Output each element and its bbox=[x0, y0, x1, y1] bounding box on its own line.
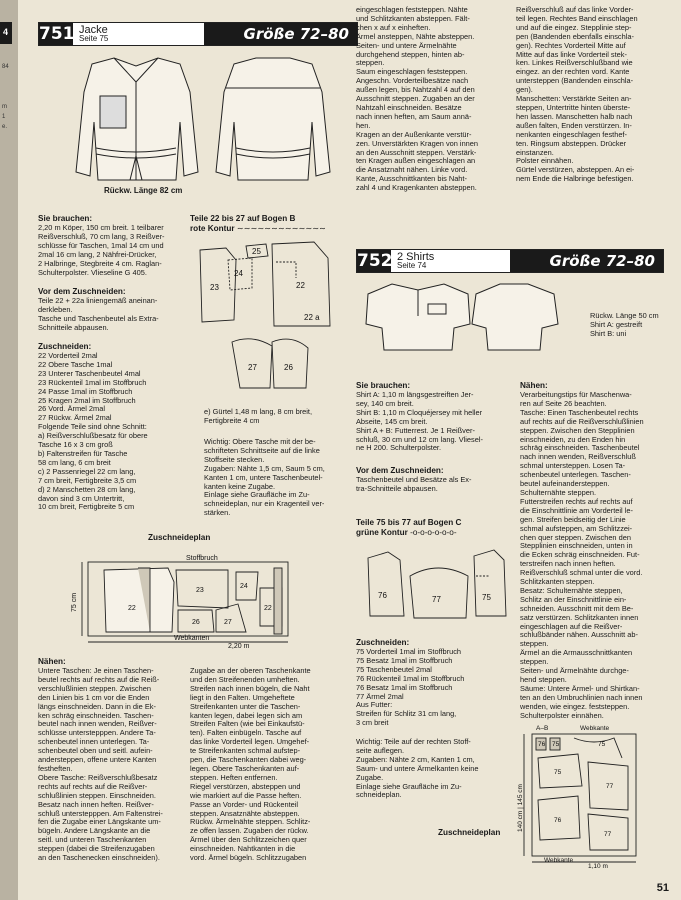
text-line: beutel nach innen wenden, Reißver- bbox=[38, 719, 157, 729]
text-line: Stepplinien einschneiden, unten in bbox=[520, 541, 633, 551]
text-line: Folgende Teile sind ohne Schnitt: bbox=[38, 422, 147, 432]
cutting-width-label: 140 cm | 145 cm bbox=[517, 784, 524, 832]
text-line: satz verstürzen. Schlitzkanten innen bbox=[520, 612, 639, 622]
svg-text:76: 76 bbox=[538, 741, 546, 748]
pattern-sheet-ref bbox=[356, 518, 518, 538]
text-line: te Streifenkanten schmal aufstep- bbox=[190, 746, 301, 756]
materials-section bbox=[38, 214, 190, 277]
cutting-list bbox=[356, 648, 518, 728]
sewing-text bbox=[520, 391, 668, 721]
text-line: chen x auf x einheften. bbox=[356, 22, 431, 32]
before-cutting-text bbox=[38, 297, 190, 333]
text-line: Obere Tasche: Reißverschlußbesatz bbox=[38, 772, 158, 782]
text-line: Reißverschluß, 70 cm lang, 3 Reißver- bbox=[38, 231, 165, 241]
text-line: 2 Halbringe, Stegbreite 4 cm. Raglan- bbox=[38, 258, 162, 268]
text-line: 76 Rückenteil 1mal im Stoffbruch bbox=[356, 673, 465, 683]
text-line: untersteppen (Bandenden einschla- bbox=[516, 76, 634, 86]
text-line: Besatz: Schulternähte steppen, bbox=[520, 585, 623, 595]
facing-text: 1 bbox=[2, 114, 6, 120]
svg-text:26: 26 bbox=[192, 619, 200, 626]
text-line: schmal aufsteppen, am Schlitzzei- bbox=[520, 523, 633, 533]
text-line: Saum- und untere Ärmelkanten keine bbox=[356, 763, 479, 773]
text-line: Shirt B: 1,10 m Cloquéjersey mit heller bbox=[356, 407, 483, 417]
text-line: Fertigbreite 4 cm bbox=[204, 415, 260, 425]
text-line: beutel rechts auf rechts auf die Reiß- bbox=[38, 674, 160, 684]
svg-text:25: 25 bbox=[252, 247, 261, 256]
text-line: pen, die Taschenkanten dabei weg- bbox=[190, 755, 307, 765]
svg-text:26: 26 bbox=[284, 363, 293, 372]
cutting-width-label: 75 cm bbox=[71, 592, 78, 612]
cutting-layout-diagram bbox=[518, 722, 668, 868]
cutting-layout-diagram bbox=[71, 548, 348, 650]
text-line: schenbeutel oben und seitl. aufein- bbox=[38, 746, 153, 756]
pattern-pieces-diagram bbox=[192, 238, 356, 398]
text-line: Säume: Untere Ärmel- und Shirtkan- bbox=[520, 683, 640, 693]
text-line: Verarbeitungstips für Maschenwa- bbox=[520, 390, 632, 399]
text-line: eingez. an der rechten vord. Kante bbox=[516, 67, 630, 77]
cutting-list-heading: Zuschneiden: bbox=[356, 638, 410, 647]
pattern-number: 752 bbox=[357, 251, 393, 271]
text-line: schluß, 30 cm und 12 cm lang. Vliesel- bbox=[356, 434, 483, 444]
text-line: Rückw. Länge 50 cm bbox=[590, 311, 659, 320]
text-line: längs einschneiden. Dann in die Ek- bbox=[38, 701, 156, 711]
text-line: steppen. Heften entfernen. bbox=[190, 772, 278, 782]
before-cutting-text bbox=[356, 476, 518, 494]
layout-variant-label: A–B bbox=[536, 725, 549, 732]
belt-item bbox=[204, 408, 364, 426]
text-line: Shirt A: 1,10 m längsgestreiften Jer- bbox=[356, 390, 474, 399]
text-line: 75 Besatz 1mal im Stoffbruch bbox=[356, 655, 453, 665]
text-line: Streifen für Schlitz 31 cm lang, bbox=[356, 709, 457, 719]
cutting-length-label: 2,20 m bbox=[228, 643, 250, 650]
text-line: Rückw. Ärmelnähte steppen. Schlitz- bbox=[190, 817, 311, 827]
text-line: den Linien bis 1 cm vor die Enden bbox=[38, 692, 150, 702]
cutting-selvage-label: Webkante bbox=[544, 857, 574, 864]
text-line: 22 Vorderteil 2mal bbox=[38, 351, 98, 360]
text-line: beutel aufeinandersteppen. bbox=[520, 479, 610, 489]
text-line: vord. Ärmel bügeln. Schlitzzugaben bbox=[190, 853, 307, 863]
text-line: 76 Besatz 1mal im Stoffbruch bbox=[356, 682, 453, 692]
text-line: Schlitz an der Einschnittlinie ein- bbox=[520, 594, 627, 604]
text-line: 10 cm breit, Fertigbreite 5 cm bbox=[38, 502, 135, 512]
text-line: Kante, Ausschnittkanten bis Naht- bbox=[356, 174, 467, 184]
sewing-text-column-4 bbox=[516, 6, 666, 184]
text-line: steppen, Untertritte hinten überste- bbox=[516, 102, 631, 112]
text-line: schmal untersteppen. Losen Ta- bbox=[520, 461, 626, 471]
text-line: und auf die eingez. Stepplinie step- bbox=[516, 22, 632, 32]
text-line: schneideplan, nur ein Kragenteil ver- bbox=[204, 499, 325, 509]
text-line: schlußbänder nähen. Ausschnitt ab- bbox=[520, 630, 638, 640]
text-line: Tasche und Taschenbeutel als Extra- bbox=[38, 313, 159, 323]
facing-page-tab-number: 4 bbox=[3, 27, 9, 37]
cutting-selvage-label: Webkante bbox=[580, 725, 610, 732]
notes-section bbox=[356, 738, 518, 800]
text-line: rechts auf rechts auf die Reißver- bbox=[38, 781, 148, 791]
svg-text:76: 76 bbox=[554, 817, 562, 824]
text-line: gen). Rechtes Vorderteil Mitte auf bbox=[516, 40, 626, 50]
text-line: Ärmel über den Schlitzzeichen quer bbox=[190, 835, 307, 845]
svg-text:24: 24 bbox=[240, 583, 248, 590]
text-line: schlußlinien steppen. Einschneiden. bbox=[38, 790, 156, 800]
text-line: ten. Ringsum absteppen. Drücker bbox=[516, 138, 627, 148]
text-line: Schulterpolster. Vlieseline G 405. bbox=[38, 267, 147, 277]
notes-section bbox=[204, 438, 364, 518]
text-line: Reißverschluß schmal unter die vord. bbox=[520, 568, 643, 578]
text-line: einstanzen. bbox=[516, 147, 554, 157]
text-line: Einlage siehe Graufläche im Zu- bbox=[356, 781, 462, 791]
text-line: steppen (dabei die Streifenzugaben bbox=[38, 844, 155, 854]
text-line: 23 Rückenteil 1mal im Stoffbruch bbox=[38, 377, 147, 387]
facing-page-tab bbox=[0, 22, 12, 44]
text-line: ten). Falten einbügeln. Tasche auf bbox=[190, 728, 302, 738]
text-line: schenbeutel unterlegen. Taschen- bbox=[520, 470, 631, 480]
sewing-section bbox=[520, 381, 668, 721]
text-line: Mitte auf das linke Vorderteil stek- bbox=[516, 49, 627, 59]
sewing-heading: Nähen: bbox=[38, 657, 66, 666]
pattern-sheet-title: Teile 22 bis 27 auf Bogen B bbox=[190, 214, 296, 223]
text-line: 27 Rückw. Ärmel 2mal bbox=[38, 413, 112, 423]
text-line: Gürtel verstürzen, absteppen. An ei- bbox=[516, 165, 635, 175]
text-line: hend steppen. bbox=[520, 675, 567, 684]
cutting-list-section bbox=[38, 342, 198, 512]
pattern-sheet-ref bbox=[190, 214, 356, 234]
text-line: Shirt A: gestreift bbox=[590, 319, 643, 329]
text-line: ten an den Umbruchlinien nach innen bbox=[520, 692, 643, 702]
text-line: Schlitzkanten steppen. bbox=[520, 577, 595, 587]
svg-text:27: 27 bbox=[248, 363, 257, 372]
magazine-page bbox=[18, 0, 681, 900]
pattern-page-ref: Seite 74 bbox=[397, 261, 427, 270]
svg-text:77: 77 bbox=[432, 595, 441, 604]
svg-text:22: 22 bbox=[296, 281, 305, 290]
text-line: Zugabe. bbox=[356, 772, 384, 782]
page-number: 51 bbox=[656, 882, 669, 894]
text-line: und Schlitzkanten absteppen. Fält- bbox=[356, 13, 470, 23]
text-line: schluß unterstepppen. Am Faltenstrei- bbox=[38, 808, 163, 818]
text-line: ken schräg einschneiden. Taschen- bbox=[38, 710, 154, 720]
text-line: zen. Unverstärkten Kragen von innen bbox=[356, 138, 479, 148]
pattern-name: Jacke bbox=[79, 24, 108, 36]
size-range: Größe 72–80 bbox=[510, 250, 663, 272]
text-line: Schnitteile abpausen. bbox=[38, 322, 109, 332]
text-line: pen (Bandenden ebenfalls einschla- bbox=[516, 31, 634, 41]
pattern-751-header bbox=[38, 22, 358, 46]
text-line: derkleben. bbox=[38, 304, 73, 314]
text-line: Stoffseite stecken. bbox=[204, 454, 265, 464]
text-line: Futterstreifen rechts auf rechts auf bbox=[520, 496, 633, 506]
text-line: hen lassen. Manschetten halb nach bbox=[516, 111, 633, 121]
text-line: außen legen, bis Nahtzahl 4 auf den bbox=[356, 85, 475, 95]
contour-label: grüne Kontur bbox=[356, 528, 408, 537]
text-line: schneideplan. bbox=[356, 790, 402, 800]
text-line: Seiten- und untere Ärmelnähte bbox=[356, 40, 457, 50]
text-line: b) Faltenstreifen für Tasche bbox=[38, 448, 128, 458]
text-line: 7 cm breit, Fertigbreite 3,5 cm bbox=[38, 475, 137, 485]
text-line: die Ansatznaht nähen. Linke vord. bbox=[356, 165, 468, 175]
sewing-text-column-3 bbox=[356, 6, 508, 193]
text-line: nach innen heften, am Saum annä- bbox=[356, 111, 472, 121]
sewing-heading: Nähen: bbox=[520, 381, 548, 390]
text-line: Saum eingeschlagen feststeppen. bbox=[356, 67, 468, 77]
text-line: andersteppen, offene untere Kanten bbox=[38, 755, 157, 765]
text-line: steppen. bbox=[356, 58, 385, 68]
svg-text:75: 75 bbox=[482, 593, 491, 602]
text-line: 26 Vord. Ärmel 2mal bbox=[38, 404, 105, 414]
text-line: eingeschlagen auf die Reißver- bbox=[520, 621, 623, 631]
text-line: Shirt A + B: Futterrest. Je 1 Reißver- bbox=[356, 425, 475, 435]
text-line: 75 Taschenbeutel 2mal bbox=[356, 664, 432, 674]
text-line: davon sind 3 cm Untertritt, bbox=[38, 493, 125, 503]
text-line: gen. Streifen beidseitig der Linie bbox=[520, 514, 626, 524]
text-line: nenkanten eingeschlagen festhef- bbox=[516, 129, 627, 139]
text-line: Abseite, 145 cm breit. bbox=[356, 416, 428, 426]
before-cutting-heading: Vor dem Zuschneiden: bbox=[38, 287, 126, 296]
svg-text:77: 77 bbox=[606, 783, 614, 790]
size-range: Größe 72–80 bbox=[204, 23, 357, 45]
text-line: eingeschlagen feststeppen. Nähte bbox=[356, 5, 468, 14]
text-line: liegt in den Falten. Umgeheftete bbox=[190, 692, 295, 702]
text-line: Streifen Falten (wie bei Einkaufstü- bbox=[190, 719, 305, 729]
text-line: hen. bbox=[356, 120, 371, 130]
text-line: an den Taschenecken einschneiden). bbox=[38, 853, 160, 863]
materials-heading: Sie brauchen: bbox=[356, 381, 411, 390]
text-line: Untere Taschen: Je einen Taschen- bbox=[38, 666, 154, 675]
text-line: festheften. bbox=[38, 763, 73, 773]
text-line: die Einschnittlinie am Vorderteil le- bbox=[520, 505, 633, 515]
text-line: das linke Vorderteil legen. Umgehef- bbox=[190, 737, 310, 747]
materials-list bbox=[356, 391, 518, 453]
svg-text:23: 23 bbox=[196, 587, 204, 594]
text-line: die Ecken schräg einschneiden. Fut- bbox=[520, 550, 640, 560]
facing-page-edge bbox=[0, 0, 18, 900]
cutting-length-label: 1,10 m bbox=[588, 863, 608, 870]
shirts-illustration bbox=[358, 280, 578, 360]
before-cutting-section bbox=[356, 466, 518, 494]
pattern-sheet-title: Teile 75 bis 77 auf Bogen C bbox=[356, 518, 462, 527]
text-line: chen quer steppen. Zwischen den bbox=[520, 532, 631, 542]
pattern-752-caption bbox=[590, 312, 670, 339]
cutting-selvage-label: Webkanten bbox=[174, 635, 210, 642]
cutting-list bbox=[38, 352, 198, 512]
text-line: nem Ende die Halbringe befestigen. bbox=[516, 174, 634, 184]
before-cutting-section bbox=[38, 287, 190, 333]
svg-text:75: 75 bbox=[554, 769, 562, 776]
text-line: Wichtig: Teile auf der rechten Stoff- bbox=[356, 737, 471, 746]
text-line: Polster einnähen. bbox=[516, 156, 574, 166]
pattern-name: 2 Shirts bbox=[397, 251, 435, 263]
text-line: a) Reißverschlußbesatz für obere bbox=[38, 431, 148, 441]
text-line: 2,20 m Köper, 150 cm breit. 1 teilbarer bbox=[38, 223, 164, 232]
text-line: Tasche 16 x 3 cm groß bbox=[38, 440, 113, 450]
contour-label: rote Kontur bbox=[190, 224, 235, 233]
before-cutting-heading: Vor dem Zuschneiden: bbox=[356, 466, 444, 475]
cutting-list-section bbox=[356, 638, 518, 728]
text-line: teil legen. Rechtes Band einschlagen bbox=[516, 13, 638, 23]
text-line: ren auf Seite 26 beachten. bbox=[520, 398, 607, 408]
pattern-pieces-diagram bbox=[358, 546, 518, 624]
text-line: Zugaben: Nähte 2 cm, Kanten 1 cm, bbox=[356, 754, 475, 764]
text-line: Schulterpolster einnähen. bbox=[520, 710, 604, 720]
text-line: Teile 22 + 22a liniengemäß aneinan- bbox=[38, 296, 158, 305]
svg-text:77: 77 bbox=[604, 831, 612, 838]
text-line: kanten keine Zugabe. bbox=[204, 481, 276, 491]
text-line: Ärmel an die Armausschnittkanten bbox=[520, 648, 633, 658]
text-line: tra-Schnitteile abpausen. bbox=[356, 483, 438, 493]
text-line: Shirt B: uni bbox=[590, 328, 627, 338]
materials-section bbox=[356, 381, 518, 453]
text-line: 22 Obere Tasche 1mal bbox=[38, 359, 113, 369]
text-line: d) 2 Manschetten 28 cm lang, bbox=[38, 484, 136, 494]
text-line: 58 cm lang, 6 cm breit bbox=[38, 457, 111, 467]
text-line: 24 Passe 1mal im Stoffbruch bbox=[38, 386, 133, 396]
sewing-section bbox=[38, 657, 188, 863]
text-line: terstreifen nach innen heften. bbox=[520, 559, 616, 569]
text-line: 3 cm breit bbox=[356, 718, 389, 728]
cutting-list-heading: Zuschneiden: bbox=[38, 342, 92, 351]
text-line: und den Streifenenden umheften. bbox=[190, 674, 300, 684]
text-line: c) 2 Passenriegel 22 cm lang, bbox=[38, 466, 136, 476]
text-line: schlüsse für Taschen, 1mal 14 cm und bbox=[38, 240, 164, 250]
text-line: fen die Zugabe einer Längskante um- bbox=[38, 817, 161, 827]
svg-text:22: 22 bbox=[264, 605, 272, 612]
text-line: kanten legen, dabei legen sich am bbox=[190, 710, 303, 720]
text-line: schneiden. Ausschnitt mit dem Be- bbox=[520, 603, 634, 613]
svg-text:75: 75 bbox=[598, 741, 606, 748]
text-line: schenbeutel innen unterlegen. Ta- bbox=[38, 737, 150, 747]
text-line: ze offen lassen. Zugaben der rückw. bbox=[190, 826, 309, 836]
svg-text:22: 22 bbox=[128, 605, 136, 612]
text-line: wenden, wie eingez. feststeppen. bbox=[520, 701, 630, 711]
text-line: nach innen wenden, Reißverschluß bbox=[520, 452, 636, 462]
text-line: steppen. Ansatznähte absteppen. bbox=[190, 808, 300, 818]
text-line: steppen. bbox=[520, 639, 549, 649]
text-line: Kanten 1 cm, untere Taschenbeutel- bbox=[204, 472, 323, 482]
svg-text:76: 76 bbox=[378, 591, 387, 600]
text-line: verschlußlinien steppen. Zwischen bbox=[38, 683, 151, 693]
svg-text:75: 75 bbox=[552, 741, 560, 748]
pattern-number: 751 bbox=[39, 24, 75, 44]
text-line: legen. Obere Taschenkanten auf- bbox=[190, 763, 300, 773]
text-line: Ausschnitt steppen. Zugaben an der bbox=[356, 94, 475, 104]
text-line: zahl 4 und Kragenkanten absteppen. bbox=[356, 183, 477, 193]
text-line: durchgehend steppen, hinten ab- bbox=[356, 49, 465, 59]
text-line: schräg einschneiden. Taschenbeutel bbox=[520, 443, 640, 453]
text-line: Seiten- und Ärmelnähte durchge- bbox=[520, 666, 629, 676]
text-line: ten Kragen außen eingeschlagen an bbox=[356, 156, 476, 166]
pattern-751-caption: Rückw. Länge 82 cm bbox=[104, 186, 183, 195]
text-line: ken. Linkes Reißverschlußband wie bbox=[516, 58, 633, 68]
text-line: 77 Ärmel 2mal bbox=[356, 691, 404, 701]
pattern-sheet-contour: grüne Kontur -o-o-o-o-o-o- bbox=[356, 528, 457, 537]
cutting-fold-label: Stoffbruch bbox=[186, 555, 218, 562]
svg-text:22 a: 22 a bbox=[304, 313, 320, 322]
text-line: einschneiden. Nahtkanten in die bbox=[190, 844, 296, 854]
text-line: Reißverschluß auf das linke Vorder- bbox=[516, 5, 634, 14]
text-line: 2mal 16 cm lang, 2 Nähfrei-Drücker, bbox=[38, 249, 157, 259]
text-line: seitl. und unteren Taschenkanten bbox=[38, 835, 147, 845]
text-line: Schulternähte steppen. bbox=[520, 487, 597, 497]
text-line: bügeln. Andere Längskante an die bbox=[38, 826, 151, 836]
text-line: seite auflegen. bbox=[356, 745, 405, 755]
text-line: sey, 140 cm breit. bbox=[356, 398, 414, 408]
svg-text:24: 24 bbox=[234, 269, 243, 278]
cutting-layout-title: Zuschneideplan bbox=[148, 533, 211, 542]
materials-heading: Sie brauchen: bbox=[38, 214, 93, 223]
text-line: schlüsse unterstepppen. Andere Ta- bbox=[38, 728, 156, 738]
cutting-layout-title: Zuschneideplan bbox=[438, 828, 501, 837]
text-line: Streifen nach innen bügeln, die Naht bbox=[190, 683, 310, 693]
text-line: Kragen an der Außenkante verstür- bbox=[356, 129, 472, 139]
jacket-illustration bbox=[40, 52, 356, 192]
text-line: Manschetten: Verstärkte Seiten an- bbox=[516, 94, 632, 104]
text-line: 23 Unterer Taschenbeutel 4mal bbox=[38, 368, 141, 378]
pattern-page-ref: Seite 75 bbox=[79, 34, 109, 43]
text-line: Zugabe an der oberen Taschenkante bbox=[190, 666, 311, 675]
text-line: Angeschn. Vorderteilbesätze nach bbox=[356, 76, 469, 86]
text-line: stärken. bbox=[204, 508, 231, 518]
text-line: Streifenkanten unter die Taschen- bbox=[190, 701, 301, 711]
facing-text: m bbox=[2, 104, 7, 110]
text-line: außen falten, Enden verstürzen. In- bbox=[516, 120, 632, 130]
facing-text: 84 bbox=[2, 64, 9, 70]
text-line: Tasche: Einen Taschenbeutel rechts bbox=[520, 407, 639, 417]
text-line: e) Gürtel 1,48 m lang, 8 cm breit, bbox=[204, 407, 313, 416]
text-line: steppen. Zwischen den Stepplinien bbox=[520, 425, 635, 435]
text-line: steppen. bbox=[520, 657, 549, 667]
text-line: einschneiden, zu den Enden hin bbox=[520, 434, 626, 444]
svg-text:27: 27 bbox=[224, 619, 232, 626]
text-line: schrifteten Schnittseite auf die linke bbox=[204, 445, 320, 455]
text-line: auf rechts auf die Reißverschlußlinien bbox=[520, 416, 644, 426]
text-line: 75 Vorderteil 1mal im Stoffbruch bbox=[356, 647, 462, 656]
text-line: Ärmel ansteppen, Nähte absteppen. bbox=[356, 31, 475, 41]
text-line: Nahtzahl einschneiden. Besätze bbox=[356, 102, 462, 112]
text-line: 25 Kragen 2mal im Stoffbruch bbox=[38, 395, 136, 405]
sewing-text-continued bbox=[190, 667, 352, 863]
svg-text:23: 23 bbox=[210, 283, 219, 292]
facing-text: e. bbox=[2, 124, 8, 130]
text-line: Taschenbeutel und Besätze als Ex- bbox=[356, 475, 472, 484]
sewing-text bbox=[38, 667, 188, 863]
text-line: Zugaben: Nähte 1,5 cm, Saum 5 cm, bbox=[204, 463, 325, 473]
text-line: Einlage siehe Graufläche im Zu- bbox=[204, 490, 310, 500]
text-line: Aus Futter: bbox=[356, 700, 393, 710]
text-line: Passe an Vorder- und Rückenteil bbox=[190, 799, 299, 809]
text-line: Wichtig: Obere Tasche mit der be- bbox=[204, 437, 316, 446]
text-line: wie markiert auf die Passe heften. bbox=[190, 790, 302, 800]
text-line: gen). bbox=[516, 85, 533, 95]
pattern-sheet-contour: rote Kontur ∼∼∼∼∼∼∼∼∼∼∼∼∼ bbox=[190, 224, 327, 233]
text-line: Riegel verstürzen, absteppen und bbox=[190, 781, 301, 791]
text-line: ne H 200. Schulterpolster. bbox=[356, 443, 442, 453]
text-line: an den Ausschnitt steppen. Verstärk- bbox=[356, 147, 477, 157]
pattern-752-header bbox=[356, 249, 664, 273]
text-line: Besatz nach innen heften. Reißver- bbox=[38, 799, 154, 809]
materials-list bbox=[38, 224, 190, 277]
